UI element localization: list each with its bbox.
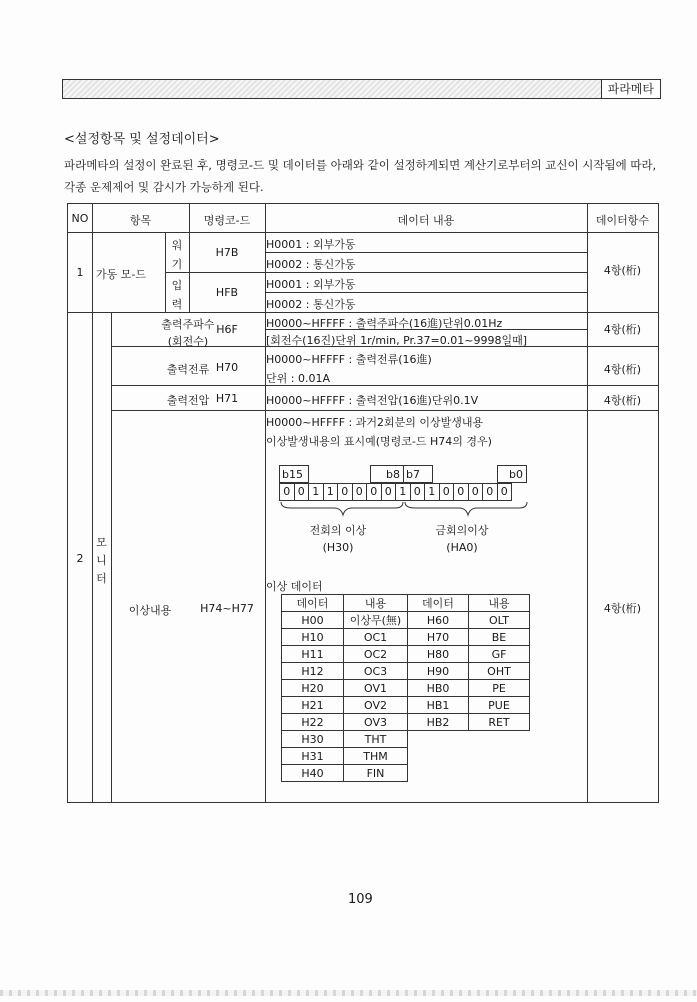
- error-desc-cell: OC2: [344, 646, 408, 663]
- error-header-cell: 데이터: [282, 595, 344, 612]
- col-header-item: 항목: [129, 214, 152, 227]
- error-desc-cell: PE: [469, 680, 530, 697]
- freq-count: 4항(桁): [603, 323, 642, 336]
- voltage-code: H71: [215, 392, 239, 405]
- bit-label-b8: b8: [370, 465, 404, 483]
- error-header-cell: 내용: [469, 595, 530, 612]
- error-code-cell: H90: [408, 663, 469, 680]
- error-desc-cell: OC1: [344, 629, 408, 646]
- row2-no: 2: [76, 552, 84, 565]
- bit-cell: 1: [395, 483, 411, 501]
- current-data-1: H0000~HFFFF : 출력전류(16進): [266, 353, 432, 366]
- error-desc-cell: OHT: [469, 663, 530, 680]
- table-row: [282, 612, 530, 629]
- bit-cell: 0: [453, 483, 469, 501]
- bit-cell: 0: [352, 483, 368, 501]
- bit-cell: 1: [308, 483, 324, 501]
- current-item: 출력전류: [166, 363, 210, 376]
- row1-sub1-b: 기: [171, 258, 183, 271]
- bit-cell: 0: [294, 483, 310, 501]
- error-desc-cell: OC3: [344, 663, 408, 680]
- empty-cell: [469, 748, 530, 765]
- error-code-cell: H11: [282, 646, 344, 663]
- error-code-cell: H80: [408, 646, 469, 663]
- row2-group-2: 니: [96, 554, 107, 567]
- row1-data2a: H0001 : 외부가동: [266, 278, 356, 291]
- col-header-code: 명령코-드: [203, 214, 251, 227]
- header-tab-label: 파라메타: [601, 80, 660, 98]
- error-code-cell: H31: [282, 748, 344, 765]
- bit-cell: 1: [323, 483, 339, 501]
- row2-group-3: 터: [96, 572, 107, 585]
- row1-count: 4항(桁): [603, 264, 642, 277]
- intro-paragraph: 파라메타의 설정이 완료된 후, 명령코-드 및 데이터를 아래와 같이 설정하게되면 계산기로부터의 교신이 시작됨에 따라, 각종 운제제어 및 감시가 가능하게 된다.: [64, 158, 657, 194]
- table-row: [282, 748, 530, 765]
- bit-cell: 0: [482, 483, 498, 501]
- error-data-2: 이상발생내용의 표시예(명령코-드 H74의 경우): [266, 435, 492, 448]
- error-desc-cell: RET: [469, 714, 530, 731]
- empty-cell: [469, 731, 530, 748]
- table-row: [282, 646, 530, 663]
- empty-cell: [408, 765, 469, 782]
- table-row: [282, 680, 530, 697]
- error-header-cell: 내용: [344, 595, 408, 612]
- row1-sub2-a: 입: [171, 279, 183, 292]
- error-data-1: H0000~HFFFF : 과거2회분의 이상발생내용: [266, 416, 484, 429]
- error-desc-cell: OV3: [344, 714, 408, 731]
- current-code: H70: [215, 361, 239, 374]
- bit-cell: 0: [366, 483, 382, 501]
- error-desc-cell: GF: [469, 646, 530, 663]
- empty-cell: [408, 748, 469, 765]
- table-row: [282, 765, 530, 782]
- error-code-cell: H10: [282, 629, 344, 646]
- error-desc-cell: PUE: [469, 697, 530, 714]
- row1-sub1-a: 워: [171, 239, 183, 252]
- error-table-header: [282, 595, 530, 612]
- bit-cell: 0: [439, 483, 455, 501]
- empty-cell: [408, 731, 469, 748]
- bit-cell: 0: [497, 483, 513, 501]
- voltage-item: 출력전압: [166, 394, 210, 407]
- page-header-bar: [62, 79, 661, 99]
- error-data-title: 이상 데이터: [266, 580, 323, 593]
- scan-edge-noise: [0, 990, 697, 996]
- empty-cell: [469, 765, 530, 782]
- error-code-cell: H20: [282, 680, 344, 697]
- section-title: <설정항목 및 설정데이터>: [64, 132, 220, 147]
- bit-cell: 0: [468, 483, 484, 501]
- table-row: [282, 629, 530, 646]
- row1-code1: H7B: [215, 246, 239, 259]
- table-row: [282, 663, 530, 680]
- table-row: [282, 731, 530, 748]
- col-header-count: 데이터항수: [595, 214, 650, 227]
- bit-cell: 0: [410, 483, 426, 501]
- freq-data-1: H0000~HFFFF : 출력주파수(16進)단위0.01Hz: [266, 317, 503, 330]
- error-code-cell: H40: [282, 765, 344, 782]
- row1-data1a: H0001 : 외부가동: [266, 238, 356, 251]
- bit-cell: 1: [424, 483, 440, 501]
- error-code-cell: H30: [282, 731, 344, 748]
- error-code: H74~H77: [200, 602, 254, 615]
- row1-no: 1: [76, 266, 84, 279]
- table-row: [282, 714, 530, 731]
- bit-row: [279, 483, 511, 501]
- freq-code: H6F: [216, 323, 238, 336]
- table-row: [282, 697, 530, 714]
- error-header-cell: 데이터: [408, 595, 469, 612]
- row1-data2b: H0002 : 통신가동: [266, 298, 356, 311]
- error-code-cell: H21: [282, 697, 344, 714]
- error-item: 이상내용: [128, 604, 172, 617]
- bit-label-b15: b15: [279, 465, 309, 483]
- row2-group-1: 모: [96, 536, 107, 549]
- row1-code2: HFB: [215, 286, 239, 299]
- bit-label-b7: b7: [403, 465, 433, 483]
- last-error-code: (HA0): [446, 541, 478, 554]
- row1-data1b: H0002 : 통신가동: [266, 258, 356, 271]
- error-code-cell: HB0: [408, 680, 469, 697]
- error-desc-cell: BE: [469, 629, 530, 646]
- bit-label-b0: b0: [497, 465, 527, 483]
- col-header-data: 데이터 내용: [397, 214, 455, 227]
- error-code-cell: H00: [282, 612, 344, 629]
- freq-item-1: 출력주파수: [161, 318, 215, 331]
- error-desc-cell: OV1: [344, 680, 408, 697]
- voltage-data: H0000~HFFFF : 출력전압(16進)단위0.1V: [266, 394, 479, 407]
- freq-data-2: [회전수(16진)단위 1r/min, Pr.37=0.01~9998일때]: [266, 334, 527, 347]
- error-desc-cell: 이상무(無): [344, 612, 408, 629]
- bit-group-braces: [279, 500, 531, 520]
- current-data-2: 단위 : 0.01A: [266, 372, 330, 385]
- row1-sub2-b: 력: [171, 298, 183, 311]
- error-code-cell: HB2: [408, 714, 469, 731]
- error-desc-cell: OLT: [469, 612, 530, 629]
- page-number: 109: [348, 892, 373, 907]
- row1-item: 가동 모-드: [96, 268, 146, 281]
- error-code-cell: HB1: [408, 697, 469, 714]
- col-header-no: NO: [71, 212, 89, 225]
- previous-error-code: (H30): [322, 541, 354, 554]
- error-count: 4항(桁): [603, 602, 642, 615]
- voltage-count: 4항(桁): [603, 394, 642, 407]
- error-desc-cell: OV2: [344, 697, 408, 714]
- bit-cell: 0: [279, 483, 295, 501]
- error-code-cell: H22: [282, 714, 344, 731]
- freq-item-2: (회전수): [167, 335, 209, 348]
- error-code-cell: H60: [408, 612, 469, 629]
- previous-error-label: 전회의 이상: [309, 524, 367, 537]
- bit-cell: 0: [381, 483, 397, 501]
- last-error-label: 금회의이상: [435, 524, 489, 537]
- error-desc-cell: THM: [344, 748, 408, 765]
- error-code-table: [281, 594, 530, 782]
- error-desc-cell: THT: [344, 731, 408, 748]
- error-code-cell: H70: [408, 629, 469, 646]
- bit-cell: 0: [337, 483, 353, 501]
- current-count: 4항(桁): [603, 363, 642, 376]
- error-desc-cell: FIN: [344, 765, 408, 782]
- error-code-cell: H12: [282, 663, 344, 680]
